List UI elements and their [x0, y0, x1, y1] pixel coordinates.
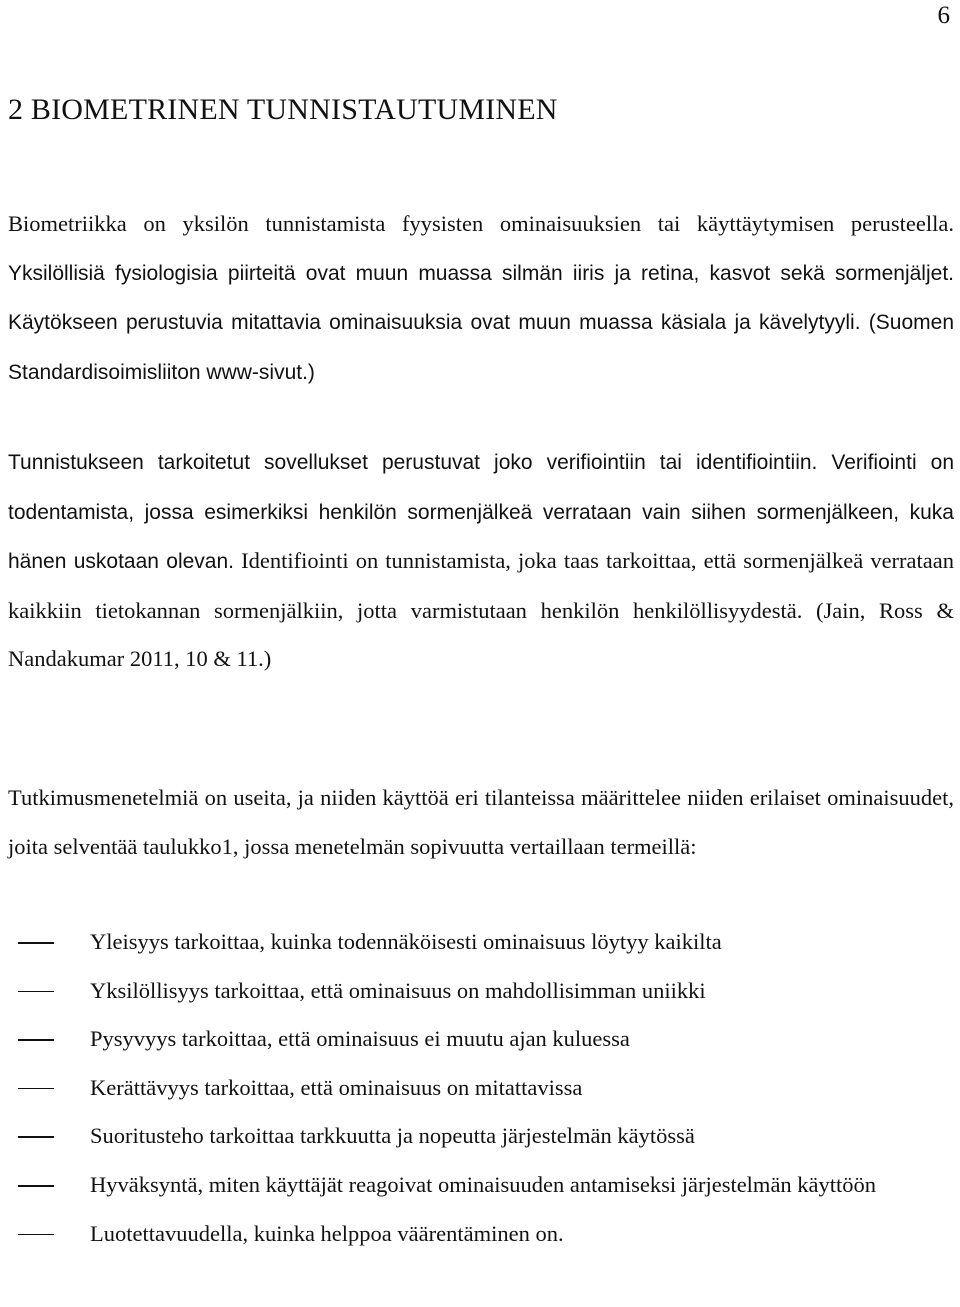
list-item-text: Luotettavuudella, kuinka helppoa väärentäminen on.	[90, 1220, 564, 1246]
paragraph-2-sans-text: Tunnistukseen tarkoitetut sovellukset perustuvat joko verifiointiin tai identifiointiin. Verifiointi on todentamista, jossa esimerkiksi henkilön sormenjälkeä verrataan vain siihen sormenjälkeen, kuka hänen uskotaan olevan.	[8, 451, 954, 574]
paragraph-biometrics-definition	[8, 200, 954, 397]
list-item	[8, 1210, 954, 1259]
list-item	[8, 1112, 954, 1161]
paragraph-verification-identification	[8, 438, 954, 684]
list-item	[8, 1064, 954, 1113]
page-number: 6	[937, 2, 950, 29]
dash-bullet-icon	[18, 991, 54, 993]
dash-bullet-icon	[18, 942, 54, 944]
list-item-text: Hyväksyntä, miten käyttäjät reagoivat ominaisuuden antamiseksi järjestelmän käyttöön	[90, 1171, 877, 1197]
terms-list	[8, 918, 954, 1258]
list-item-text: Yleisyys tarkoittaa, kuinka todennäköisesti ominaisuus löytyy kaikilta	[90, 929, 722, 954]
dash-bullet-icon	[18, 1185, 54, 1187]
list-item-text: Suoritusteho tarkoittaa tarkkuutta ja nopeutta järjestelmän käytössä	[90, 1123, 695, 1149]
dash-bullet-icon	[18, 1136, 54, 1138]
paragraph-2-serif-text: Identifiointi on tunnistamista, joka taas tarkoittaa, että sormenjälkeä verrataan kaikkiin tietokannan sormenjälkiin, jotta varmistutaan henkilön henkilöllisyydestä. (Jain, Ross & Nandakumar 2011, 10 & 11.)	[8, 548, 955, 672]
paragraph-research-methods: Tutkimusmenetelmiä on useita, ja niiden käyttöä eri tilanteissa määrittelee niiden erilaiset ominaisuudet, joita selventää taulukko1, jossa menetelmän sopivuutta vertaillaan termeillä:	[8, 785, 954, 859]
dash-bullet-icon	[18, 1234, 54, 1236]
section-heading: 2 BIOMETRINEN TUNNISTAUTUMINEN	[8, 93, 558, 126]
list-item-text: Pysyvyys tarkoittaa, että ominaisuus ei muutu ajan kuluessa	[90, 1026, 630, 1052]
list-item	[8, 918, 954, 967]
dash-bullet-icon	[18, 1088, 54, 1090]
paragraph-1-serif-text: Biometriikka on yksilön tunnistamista fyysisten ominaisuuksien tai käyttäytymisen perusteella.	[8, 211, 954, 236]
list-item-text: Kerättävyys tarkoittaa, että ominaisuus on mitattavissa	[90, 1074, 583, 1100]
list-item	[8, 1015, 954, 1064]
list-item-text: Yksilöllisyys tarkoittaa, että ominaisuus on mahdollisimman uniikki	[90, 977, 706, 1003]
list-item	[8, 1161, 954, 1210]
paragraph-1-sans-text: Yksilöllisiä fysiologisia piirteitä ovat muun muassa silmän iiris ja retina, kasvot sekä sormenjäljet. Käytökseen perustuvia mitattavia ominaisuuksia ovat muun muassa käsiala ja kävelytyyli. (Suomen Standardisoimisliiton www-sivut.)	[8, 261, 954, 384]
dash-bullet-icon	[18, 1039, 54, 1041]
list-item	[8, 967, 954, 1016]
